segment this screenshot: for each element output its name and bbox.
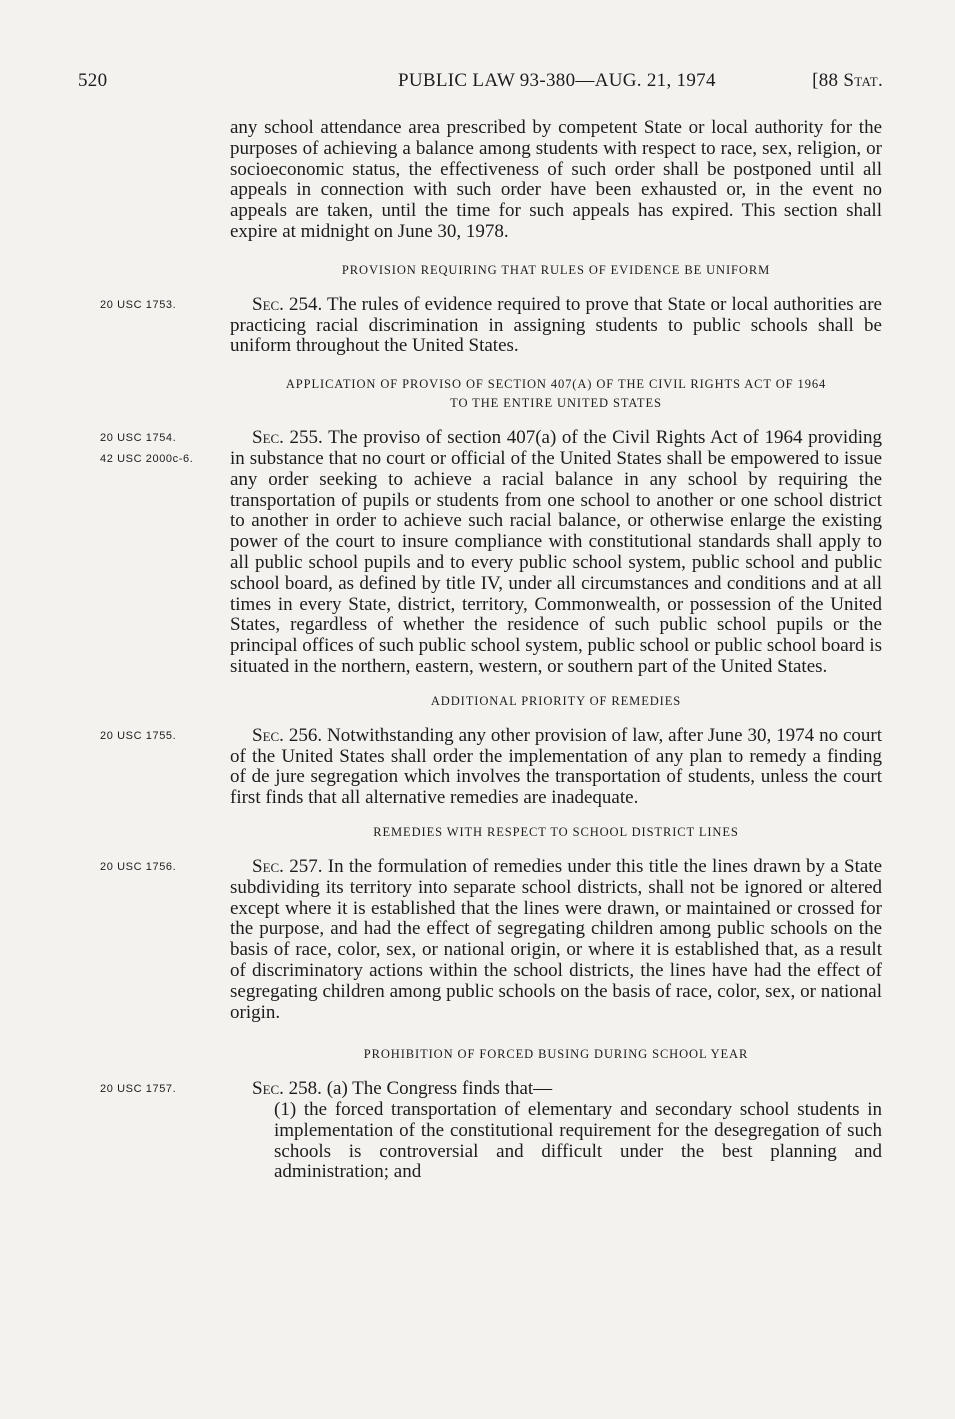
subsection-clause: (1) the forced transportation of elementary and secondary school students in implementation of the constitutional requirement for the desegregation of such schools is controversial and difficult under the best planning and administration; and	[274, 1099, 882, 1183]
section-heading: ADDITIONAL PRIORITY OF REMEDIES	[430, 693, 682, 708]
continuation-paragraph: any school attendance area prescribed by competent State or local authority for the purposes of achieving a balance among students with respect to race, sex, religion, or socioeconomic status, the effectiveness of such order shall be postponed until all appeals in connection with such order have been exhausted or, in the event no appeals are taken, until the time for such appeals has expired. This section shall expire at midnight on June 30, 1978.	[230, 117, 882, 242]
marginal-citation	[100, 726, 225, 747]
section-heading: APPLICATION OF PROVISO OF SECTION 407(A) OF THE CIVIL RIGHTS ACT OF 1964 TO THE ENTIRE UNITED STATES	[285, 377, 827, 411]
section-paragraph	[230, 295, 882, 357]
citation-line: 20 USC 1755.	[100, 729, 177, 742]
section-text: The proviso of section 407(a) of the Civil Rights Act of 1964 providing in substance that no court or official of the United States shall be empowered to issue any order seeking to achieve a racial balance in any school by requiring the transportation of pupils or students from one school to another or one school district to another in order to achieve such racial balance, or otherwise enlarge the existing power of the court to insure compliance with constitutional standards shall apply to all public school pupils and to every public school system, public school and public school board, as defined by title IV, under all circumstances and conditions and at all times in every State, district, territory, Commonwealth, or possession of the United States, regardless of whether the residence of such public school pupils or the principal offices of such public school system, public school or public school board is situated in the northern, eastern, western, or southern part of the United States.	[230, 427, 882, 677]
section-258	[100, 1078, 882, 1183]
statute-reference: [88 Stat.	[812, 70, 883, 91]
marginal-citation	[100, 1079, 225, 1100]
section-label: Sec. 255.	[252, 427, 323, 449]
section-text: (a) The Congress finds that—	[326, 1078, 553, 1100]
document-body	[100, 117, 883, 1183]
citation-line: 20 USC 1754.	[100, 432, 177, 445]
section-paragraph	[230, 1079, 882, 1100]
section-255	[100, 427, 882, 678]
running-title: PUBLIC LAW 93-380—AUG. 21, 1974	[398, 70, 716, 91]
citation-line: 20 USC 1757.	[100, 1083, 177, 1096]
section-257	[100, 855, 882, 1023]
section-256	[100, 724, 883, 809]
marginal-citation	[100, 857, 225, 878]
citation-line: 42 USC 2000c-6.	[100, 452, 194, 465]
section-heading: REMEDIES WITH RESPECT TO SCHOOL DISTRICT LINES	[373, 824, 739, 839]
section-paragraph	[230, 857, 882, 1023]
page-number: 520	[78, 70, 108, 91]
marginal-citation	[100, 428, 225, 470]
section-label: Sec. 256.	[252, 724, 323, 746]
section-paragraph	[230, 726, 882, 809]
citation-line: 20 USC 1753.	[100, 298, 177, 311]
section-text: Notwithstanding any other provision of law, after June 30, 1974 no court of the United States shall order the implementation of any plan to remedy a finding of de jure segregation which involves the transportation of students, unless the court first finds that all alternative remedies are inadequate.	[230, 724, 883, 809]
running-header	[78, 70, 883, 100]
section-paragraph	[230, 428, 882, 678]
citation-line: 20 USC 1756.	[100, 860, 177, 873]
section-label: Sec. 258.	[252, 1078, 322, 1100]
section-heading: PROHIBITION OF FORCED BUSING DURING SCHOOL YEAR	[363, 1047, 749, 1062]
section-text: The rules of evidence required to prove that State or local authorities are practicing racial discrimination in assigning students to public schools shall be uniform throughout the United States.	[230, 293, 882, 357]
section-254	[100, 293, 882, 357]
section-heading: PROVISION REQUIRING THAT RULES OF EVIDENCE BE UNIFORM	[341, 262, 771, 277]
section-label: Sec. 254.	[252, 293, 323, 315]
section-text: In the formulation of remedies under this title the lines drawn by a State subdividing its territory into separate school districts, shall not be ignored or altered except where it is established that the lines were drawn, or maintained or crossed for the purpose, and had the effect of segregating children among public schools on the basis of race, color, sex, or national origin, or where it is established that, as a result of discriminatory actions within the school districts, the lines have had the effect of segregating children among public schools on the basis of race, color, sex, or national origin.	[230, 855, 882, 1023]
marginal-citation	[100, 295, 225, 316]
section-label: Sec. 257.	[252, 855, 323, 877]
